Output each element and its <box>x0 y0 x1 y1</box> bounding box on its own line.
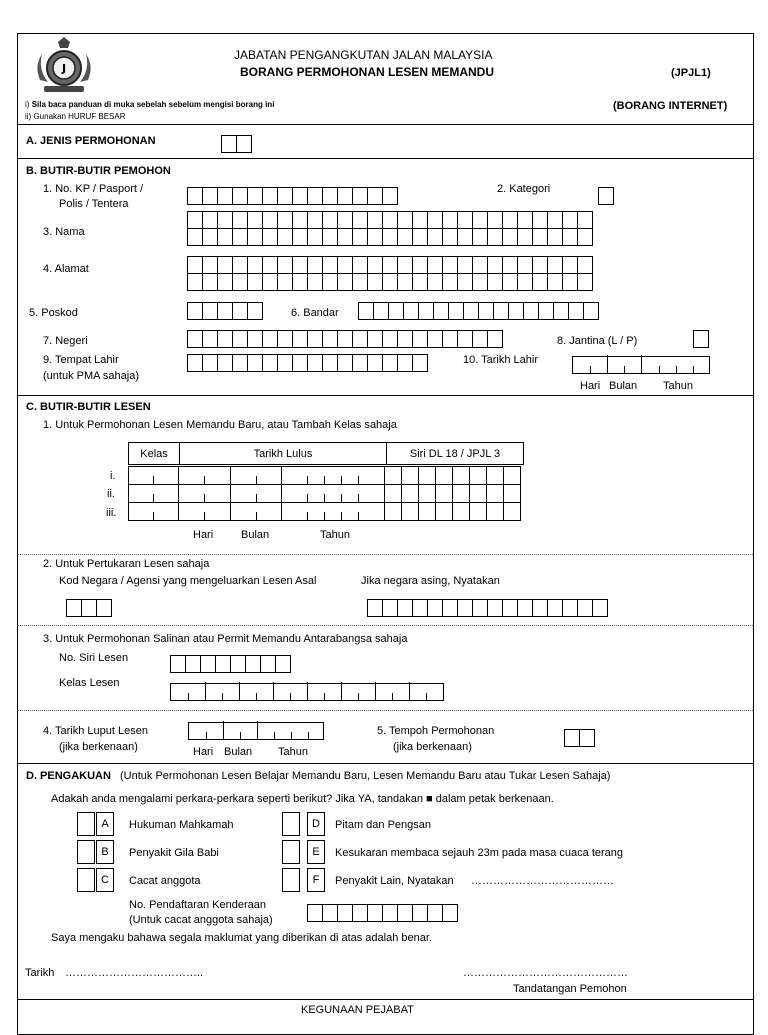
license-class-table <box>128 442 524 465</box>
instruction-1-prefix: i) <box>25 100 30 109</box>
c1-label: 1. Untuk Permohonan Lesen Memandu Baru, atau Tambah Kelas sahaja <box>43 419 397 431</box>
letter-a: A <box>96 812 114 836</box>
gender-box[interactable] <box>693 330 708 348</box>
instruction-1-text: Sila baca panduan di muka sebelah sebelum mengisi borang ini <box>31 100 275 109</box>
country-code-boxes[interactable] <box>66 599 111 617</box>
checkbox-a[interactable] <box>77 812 95 836</box>
city-label: 6. Bandar <box>291 307 339 319</box>
c4-month: Bulan <box>224 746 253 758</box>
vehicle-reg-boxes[interactable] <box>307 904 457 922</box>
dotted-divider <box>17 625 753 626</box>
agency-name: JABATAN PENGANGKUTAN JALAN MALAYSIA <box>234 48 493 62</box>
ic-number-boxes[interactable] <box>187 187 397 205</box>
c4-day: Hari <box>193 746 214 758</box>
ic-label-2: Polis / Tentera <box>59 198 129 210</box>
signature-dots[interactable]: ……………………………………… <box>463 967 628 979</box>
vehicle-reg-label: No. Pendaftaran Kenderaan <box>129 899 266 911</box>
col-kelas: Kelas <box>129 443 180 465</box>
jpj-crest-logo <box>30 36 98 98</box>
birthdate-field[interactable] <box>572 356 710 374</box>
divider <box>17 158 753 159</box>
item-a-label: Hukuman Mahkamah <box>129 819 234 831</box>
application-type-boxes[interactable] <box>221 135 251 153</box>
section-d-heading <box>26 770 610 783</box>
col-siri: Siri DL 18 / JPJL 3 <box>387 443 524 465</box>
row-label-iii: iii. <box>106 507 117 519</box>
checkbox-d[interactable] <box>282 812 300 836</box>
form-title: BORANG PERMOHONAN LESEN MEMANDU <box>240 65 495 79</box>
section-d-question: Adakah anda mengalami perkara-perkara seperti berikut? Jika YA, tandakan ■ dalam petak berkenaan. <box>51 793 554 805</box>
checkbox-e[interactable] <box>282 840 300 864</box>
birthdate-month: Bulan <box>609 380 638 392</box>
c1-month: Bulan <box>241 529 270 541</box>
item-e-label: Kesukaran membaca sejauh 23m pada masa cuaca terang <box>335 847 624 859</box>
c4-note: (jika berkenaan) <box>59 741 138 753</box>
divider <box>17 395 753 396</box>
letter-e: E <box>307 840 325 864</box>
license-class-grid[interactable] <box>128 466 522 525</box>
c1-year: Tahun <box>320 529 350 541</box>
name-boxes-row-1[interactable] <box>187 211 592 229</box>
declaration-text: Saya mengaku bahawa segala maklumat yang diberikan di atas adalah benar. <box>51 932 432 944</box>
birthplace-note: (untuk PMA sahaja) <box>43 370 139 382</box>
name-label: 3. Nama <box>43 226 85 238</box>
date-dots[interactable]: ……………………………….. <box>65 967 204 979</box>
license-class-field[interactable] <box>170 683 444 701</box>
dotted-divider <box>17 554 753 555</box>
gender-label: 8. Jantina (L / P) <box>557 335 638 347</box>
form-type: (BORANG INTERNET) <box>613 100 728 112</box>
checkbox-b[interactable] <box>77 840 95 864</box>
vehicle-reg-note: (Untuk cacat anggota sahaja) <box>129 914 273 926</box>
svg-text:J: J <box>61 62 67 75</box>
section-d-title: D. PENGAKUAN <box>26 770 111 782</box>
c4-year: Tahun <box>278 746 308 758</box>
checkbox-c[interactable] <box>77 868 95 892</box>
letter-c: C <box>96 868 114 892</box>
divider <box>17 763 753 764</box>
section-c-title: C. BUTIR-BUTIR LESEN <box>26 401 151 413</box>
item-f-dots[interactable]: ………………………………… <box>471 875 614 887</box>
foreign-country-boxes[interactable] <box>367 599 607 617</box>
c4-label: 4. Tarikh Luput Lesen <box>43 725 148 737</box>
license-serial-boxes[interactable] <box>170 655 290 673</box>
c3-class-label: Kelas Lesen <box>59 677 120 689</box>
form-code: (JPJL1) <box>671 67 711 79</box>
office-use-label: KEGUNAAN PEJABAT <box>301 1004 414 1016</box>
period-boxes[interactable] <box>564 729 594 747</box>
birthplace-label: 9. Tempat Lahir <box>43 354 119 366</box>
c3-label: 3. Untuk Permohonan Salinan atau Permit Memandu Antarabangsa sahaja <box>43 633 408 645</box>
row-label-i: i. <box>110 470 116 482</box>
item-c-label: Cacat anggota <box>129 875 201 887</box>
letter-f: F <box>307 868 325 892</box>
address-boxes-row-1[interactable] <box>187 256 592 274</box>
row-label-ii: ii. <box>107 488 115 500</box>
instruction-2: ii) Gunakan HURUF BESAR <box>25 112 126 121</box>
birthplace-boxes[interactable] <box>187 354 427 372</box>
c2-foreign-label: Jika negara asing, Nyatakan <box>361 575 500 587</box>
state-boxes[interactable] <box>187 330 502 348</box>
item-d-label: Pitam dan Pengsan <box>335 819 432 831</box>
postcode-boxes[interactable] <box>187 302 262 320</box>
c5-note: (jika berkenaan) <box>393 741 472 753</box>
c1-day: Hari <box>193 529 214 541</box>
letter-d: D <box>307 812 325 836</box>
birthdate-year: Tahun <box>663 380 693 392</box>
address-boxes-row-2[interactable] <box>187 273 592 291</box>
category-box[interactable] <box>598 187 613 205</box>
divider <box>17 124 753 125</box>
item-b-label: Penyakit Gila Babi <box>129 847 219 859</box>
state-label: 7. Negeri <box>43 335 88 347</box>
col-tarikh-lulus: Tarikh Lulus <box>180 443 387 465</box>
section-d-note: (Untuk Permohonan Lesen Belajar Memandu Baru, Lesen Memandu Baru atau Tukar Lesen Sahaja) <box>120 770 611 782</box>
letter-b: B <box>96 840 114 864</box>
name-boxes-row-2[interactable] <box>187 228 592 246</box>
signature-label: Tandatangan Pemohon <box>513 983 627 995</box>
postcode-label: 5. Poskod <box>29 307 78 319</box>
c2-label: 2. Untuk Pertukaran Lesen sahaja <box>43 558 210 570</box>
dotted-divider <box>17 710 753 711</box>
checkbox-f[interactable] <box>282 868 300 892</box>
expiry-date-field[interactable] <box>188 722 324 740</box>
c3-serial-label: No. Siri Lesen <box>59 652 129 664</box>
date-label: Tarikh <box>25 967 55 979</box>
city-boxes[interactable] <box>358 302 598 320</box>
ic-label: 1. No. KP / Pasport / <box>43 183 144 195</box>
c5-label: 5. Tempoh Permohonan <box>377 725 495 737</box>
address-label: 4. Alamat <box>43 263 89 275</box>
divider <box>17 999 753 1000</box>
item-f-label: Penyakit Lain, Nyatakan <box>335 875 454 887</box>
category-label: 2. Kategori <box>497 183 551 195</box>
birthdate-day: Hari <box>580 380 601 392</box>
c2-country-code-label: Kod Negara / Agensi yang mengeluarkan Lesen Asal <box>59 575 317 587</box>
birthdate-label: 10. Tarikh Lahir <box>463 354 539 366</box>
section-b-title: B. BUTIR-BUTIR PEMOHON <box>26 165 171 177</box>
section-a-title: A. JENIS PERMOHONAN <box>26 135 156 147</box>
